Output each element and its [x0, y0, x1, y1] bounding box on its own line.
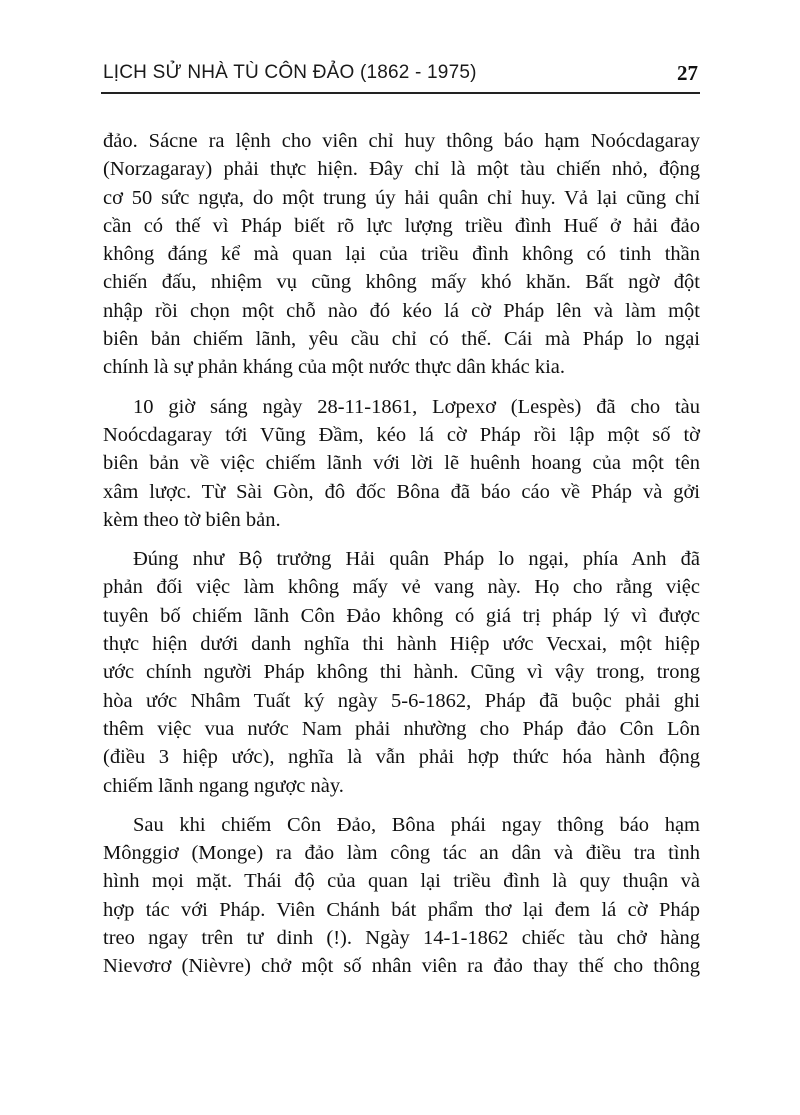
text-line: Sau khi chiếm Côn Đảo, Bôna phái ngay thông báo hạm [133, 813, 700, 836]
text-line: kèm theo tờ biên bản. [103, 508, 281, 531]
text-line: treo ngay trên tư dinh (!). Ngày 14-1-1862 chiếc tàu chở hàng [103, 927, 700, 950]
text-line: hòa ước Nhâm Tuất ký ngày 5-6-1862, Pháp đã buộc phải ghi [103, 689, 700, 712]
text-line: hình mọi mặt. Thái độ của quan lại triều đình là quy thuận và [103, 870, 700, 893]
text-line: thực hiện dưới danh nghĩa thi hành Hiệp ước Vecxai, một hiệp [103, 633, 700, 656]
text-line: Đúng như Bộ trưởng Hải quân Pháp lo ngại, phía Anh đã [133, 548, 700, 571]
text-line: tuyên bố chiếm lãnh Côn Đảo không có giá trị pháp lý vì được [103, 604, 700, 627]
text-line: Mônggiơ (Monge) ra đảo làm công tác an dân và điều tra tình [103, 842, 700, 865]
text-line: hợp tác với Pháp. Viên Chánh bát phẩm thơ lại đem lá cờ Pháp [103, 898, 700, 921]
paragraph [103, 393, 700, 534]
text-line: thêm việc vua nước Nam phải nhường cho Pháp đảo Côn Lôn [103, 717, 700, 740]
body-text [103, 127, 700, 992]
text-line: không đáng kể mà quan lại của triều đình không có tinh thần [103, 243, 700, 266]
page-number: 27 [677, 61, 698, 85]
text-line: Noócdagaray tới Vũng Đầm, kéo lá cờ Pháp rồi lập một số tờ [103, 423, 700, 446]
text-line: phản đối việc làm không mấy vẻ vang này. Họ cho rằng việc [103, 576, 700, 599]
paragraph [103, 545, 700, 800]
text-line: cần có thế vì Pháp biết rõ lực lượng triều đình Huế ở hải đảo [103, 214, 700, 237]
running-title: LỊCH SỬ NHÀ TÙ CÔN ĐẢO (1862 - 1975) [103, 62, 477, 83]
text-line: ước chính người Pháp không thi hành. Cũng vì vậy trong, trong [103, 661, 700, 684]
text-line: Nievơrơ (Nièvre) chở một số nhân viên ra đảo thay thế cho thông [103, 955, 700, 978]
text-line: chiếm lãnh ngang ngược này. [103, 774, 344, 797]
text-line: 10 giờ sáng ngày 28-11-1861, Lơpexơ (Lespès) đã cho tàu [133, 395, 700, 418]
text-line: chính là sự phản kháng của một nước thực dân khác kia. [103, 356, 566, 379]
text-line: (Norzagaray) phải thực hiện. Đây chỉ là một tàu chiến nhỏ, động [103, 158, 700, 181]
text-line: nhập rồi chọn một chỗ nào đó kéo lá cờ Pháp lên và làm một [103, 299, 700, 322]
text-line: cơ 50 sức ngựa, do một trung úy hải quân chỉ huy. Vả lại cũng chỉ [103, 186, 700, 209]
text-line: xâm lược. Từ Sài Gòn, đô đốc Bôna đã báo cáo về Pháp và gởi [103, 480, 700, 503]
text-line: biên bản chiếm lãnh, yêu cầu chỉ có thế. Cái mà Pháp lo ngại [103, 328, 700, 351]
paragraph [103, 127, 700, 382]
running-header [101, 62, 700, 94]
paragraph [103, 811, 700, 981]
text-line: chiến đấu, nhiệm vụ cũng không mấy khó khăn. Bất ngờ đột [103, 271, 700, 294]
text-line: biên bản về việc chiếm lãnh với lời lẽ huênh hoang của một tên [103, 452, 700, 475]
text-line: đảo. Sácne ra lệnh cho viên chỉ huy thông báo hạm Noócdagaray [103, 130, 700, 152]
text-line: (điều 3 hiệp ước), nghĩa là vẫn phải hợp thức hóa hành động [103, 746, 700, 769]
